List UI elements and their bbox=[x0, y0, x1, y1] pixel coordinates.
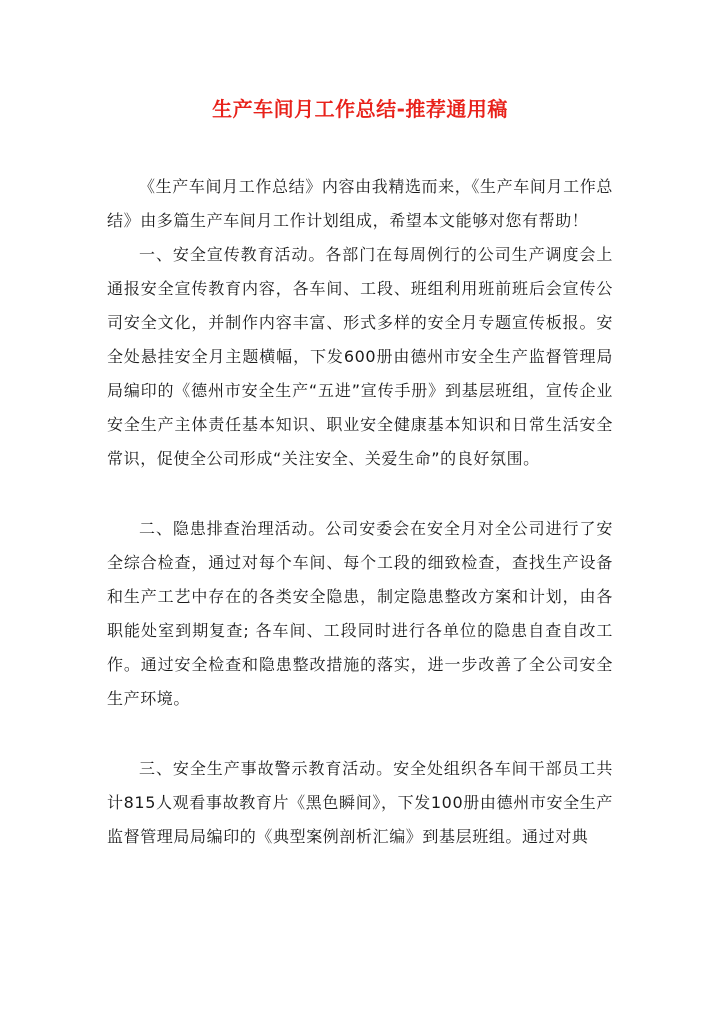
document-title: 生产车间月工作总结-推荐通用稿 bbox=[212, 97, 508, 121]
intro-paragraph: 《生产车间月工作总结》内容由我精选而来，《生产车间月工作总结》由多篇生产车间月工作计划组成，希望本文能够对您有帮助！ bbox=[107, 177, 613, 230]
section-3-paragraph: 三、安全生产事故警示教育活动。安全处组织各车间干部员工共计815人观看事故教育片《黑色瞬间》，下发100册由德州市安全生产监督管理局局编印的《典型案例剖析汇编》到基层班组。通过对典 bbox=[107, 759, 613, 846]
section-1-paragraph: 一、安全宣传教育活动。各部门在每周例行的公司生产调度会上通报安全宣传教育内容，各车间、工段、班组利用班前班后会宣传公司安全文化，并制作内容丰富、形式多样的安全月专题宣传板报。安全处悬挂安全月主题横幅，下发600册由德州市安全生产监督管理局局编印的《德州市安全生产“五进”宣传手册》到基层班组，宣传企业安全生产主体责任基本知识、职业安全健康基本知识和日常生活安全常识，促使全公司形成“关注安全、关爱生命”的良好氛围。 bbox=[107, 245, 613, 468]
section-2-paragraph: 二、隐患排查治理活动。公司安委会在安全月对全公司进行了安全综合检查，通过对每个车间、每个工段的细致检查，查找生产设备和生产工艺中存在的各类安全隐患，制定隐患整改方案和计划，由各职能处室到期复查; 各车间、工段同时进行各单位的隐患自查自改工作。通过安全检查和隐患整改措施的落实，进一步改善了全公司安全生产环境。 bbox=[107, 519, 613, 708]
document-body bbox=[107, 170, 613, 854]
